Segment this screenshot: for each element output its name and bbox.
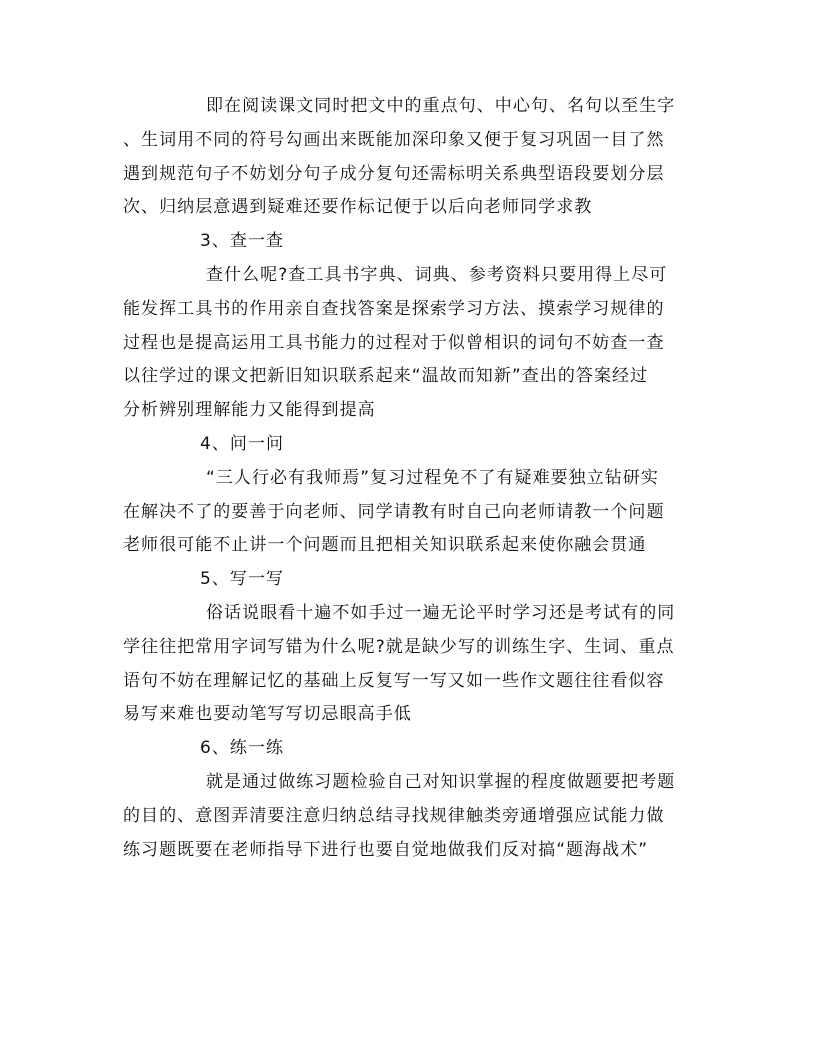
paragraph-line: 易写来难也要动笔写写切忌眼高手低 xyxy=(123,704,412,725)
paragraph-line: 次、归纳层意遇到疑难还要作标记便于以后向老师同学求教 xyxy=(123,197,593,218)
paragraph-line: 、生词用不同的符号勾画出来既能加深印象又便于复习巩固一目了然 xyxy=(123,129,665,150)
section-heading: 5、写一写 xyxy=(200,569,285,590)
paragraph-line: 以往学过的课文把新旧知识联系起来“温故而知新”查出的答案经过 xyxy=(123,366,649,387)
paragraph-line: 在解决不了的要善于向老师、同学请教有时自己向老师请教一个问题 xyxy=(123,501,665,522)
paragraph-line: 的目的、意图弄清要注意归纳总结寻找规律触类旁通增强应试能力做 xyxy=(123,805,665,826)
paragraph-line: 能发挥工具书的作用亲自查找答案是探索学习方法、摸索学习规律的 xyxy=(123,298,665,319)
paragraph-line: 即在阅读课文同时把文中的重点句、中心句、名句以至生字 xyxy=(206,96,676,116)
section-heading: 6、练一练 xyxy=(200,738,285,759)
paragraph-line: 遇到规范句子不妨划分句子成分复句还需标明关系典型语段要划分层 xyxy=(123,163,665,184)
paragraph-line: 查什么呢?查工具书字典、词典、参考资料只要用得上尽可 xyxy=(206,264,668,285)
body-text xyxy=(123,90,693,867)
paragraph-line: “三人行必有我师焉”复习过程免不了有疑难要独立钻研实 xyxy=(206,467,659,488)
section-heading: 3、查一查 xyxy=(200,231,285,252)
section-heading: 4、问一问 xyxy=(200,433,285,454)
paragraph-line: 分析辨别理解能力又能得到提高 xyxy=(123,400,376,421)
paragraph-line: 过程也是提高运用工具书能力的过程对于似曾相识的词句不妨查一查 xyxy=(123,332,665,353)
paragraph-line: 老师很可能不止讲一个问题而且把相关知识联系起来使你融会贯通 xyxy=(123,535,647,556)
paragraph-line: 学往往把常用字词写错为什么呢?就是缺少写的训练生字、生词、重点 xyxy=(123,636,675,657)
paragraph-line: 就是通过做练习题检验自己对知识掌握的程度做题要把考题 xyxy=(206,771,676,792)
paragraph-line: 练习题既要在老师指导下进行也要自觉地做我们反对搞“题海战术” xyxy=(123,839,649,860)
paragraph-line: 俗话说眼看十遍不如手过一遍无论平时学习还是考试有的同 xyxy=(206,602,676,623)
paragraph-line: 语句不妨在理解记忆的基础上反复写一写又如一些作文题往往看似容 xyxy=(123,670,665,691)
